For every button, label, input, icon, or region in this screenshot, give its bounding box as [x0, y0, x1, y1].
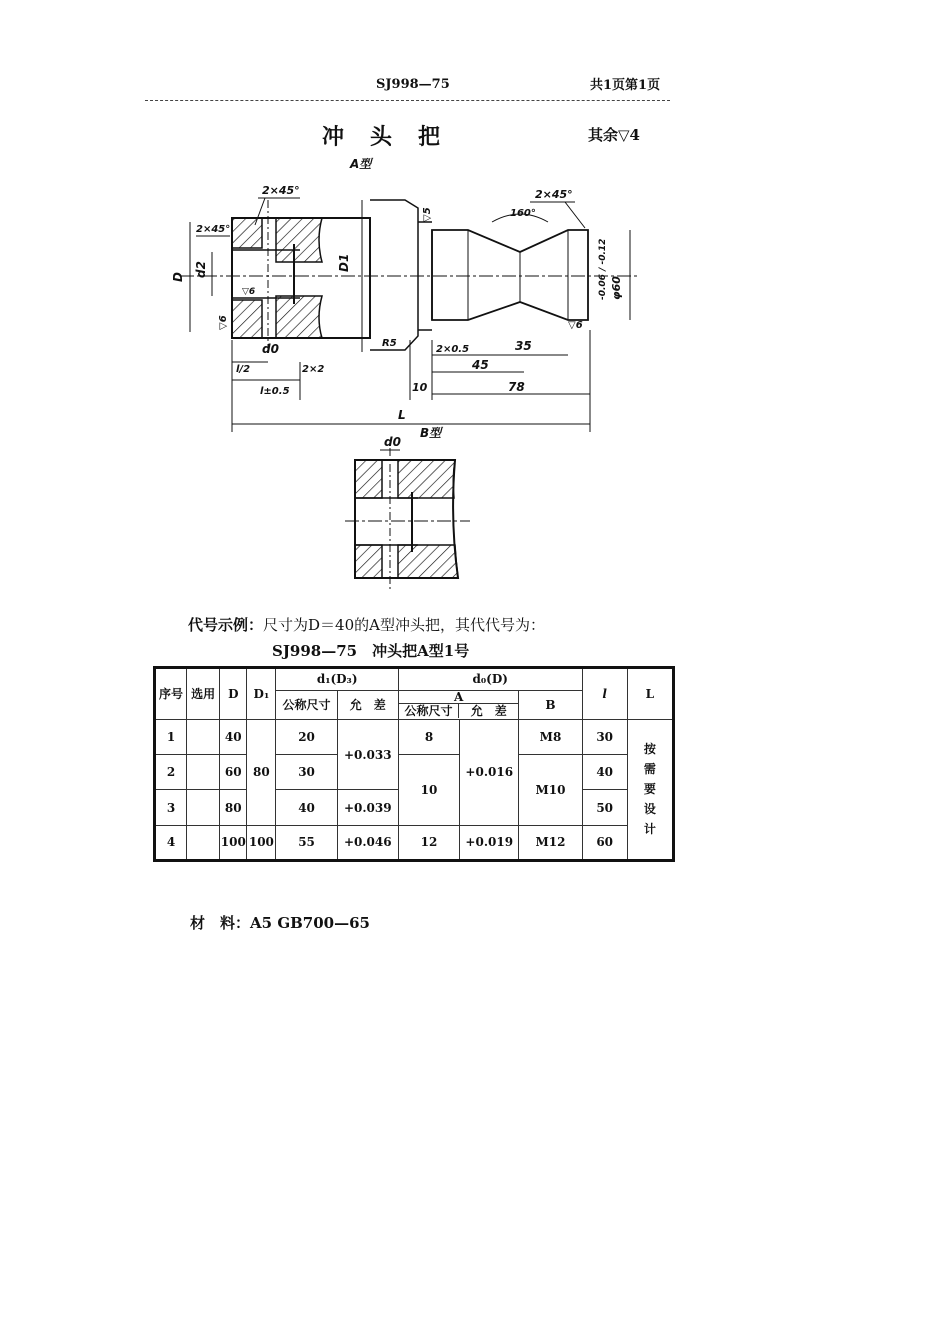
rough-6-right: ▽6 — [568, 320, 583, 331]
type-a-label: A型 — [350, 157, 372, 171]
table-row — [155, 825, 674, 860]
cell-sel — [187, 719, 220, 754]
cell-D: 100 — [220, 825, 247, 860]
material-label: 材 料： — [190, 914, 251, 932]
material-note — [190, 912, 370, 933]
type-b-label: B型 — [420, 426, 442, 440]
spec-table — [153, 666, 675, 862]
cell-dA-merged: 10 — [398, 755, 459, 826]
cell-d1: 20 — [276, 719, 337, 754]
header-sel: 选用 — [187, 668, 220, 720]
table-row — [155, 755, 674, 790]
cell-tolA: +0.019 — [460, 825, 519, 860]
dim-d0: d0 — [262, 342, 279, 356]
dim-phi60: φ60 — [610, 276, 623, 300]
page-title: 冲 头 把 — [322, 124, 443, 150]
example-label: 代号示例： — [188, 616, 264, 634]
example-block — [188, 614, 545, 635]
cell-B: M8 — [519, 719, 582, 754]
dim-D1: D1 — [337, 253, 351, 272]
header-D1: D₁ — [247, 668, 276, 720]
header-tolerance-2: 允 差 — [470, 704, 507, 719]
header-seq: 序号 — [155, 668, 187, 720]
cell-seq: 4 — [155, 825, 187, 860]
dim-78: 78 — [508, 380, 525, 394]
cell-L-merged — [627, 719, 673, 860]
dim-d2: d2 — [194, 261, 208, 278]
dim-groove: 2×2 — [302, 364, 325, 375]
cell-tolA-merged: +0.016 — [460, 719, 519, 825]
header-d0D: d₀(D) — [398, 668, 582, 691]
header-B: B — [519, 690, 582, 719]
cell-tol1: +0.039 — [337, 790, 398, 825]
header-A-group — [398, 690, 518, 719]
dim-l-tol: l±0.5 — [260, 386, 290, 397]
header-l: l — [582, 668, 627, 720]
cell-D1-merged: 80 — [247, 719, 276, 825]
cell-l: 40 — [582, 755, 627, 790]
header-nominal: 公称尺寸 — [276, 690, 337, 719]
cell-D: 80 — [220, 790, 247, 825]
cell-seq: 1 — [155, 719, 187, 754]
cell-B-merged: M10 — [519, 755, 582, 826]
dim-groove-2: 2×0.5 — [436, 344, 470, 355]
cell-sel — [187, 790, 220, 825]
example-text: 尺寸为D＝40的A型冲头把，其代代号为： — [263, 616, 545, 634]
L-note: 按需要设计 — [643, 742, 656, 837]
header-nominal-2: 公称尺寸 — [399, 704, 459, 718]
rough-5-top: ▽5 — [422, 207, 433, 222]
standard-code: SJ998—75 — [376, 77, 450, 92]
dim-D: D — [171, 272, 185, 282]
cell-l: 60 — [582, 825, 627, 860]
example-code: SJ998—75 冲头把A型1号 — [272, 642, 470, 660]
dim-45: 45 — [472, 358, 489, 372]
roughness-note: 其余▽4 — [588, 126, 640, 144]
header-D: D — [220, 668, 247, 720]
dim-chamfer-2: 2×45° — [196, 224, 231, 235]
cell-D: 60 — [220, 755, 247, 790]
dim-l-half: l/2 — [236, 364, 251, 375]
cell-seq: 2 — [155, 755, 187, 790]
dim-10: 10 — [412, 381, 428, 394]
dim-angle: 160° — [510, 208, 536, 219]
cell-dA: 12 — [398, 825, 459, 860]
rough-6-bore: ▽6 — [242, 287, 256, 297]
cell-D: 40 — [220, 719, 247, 754]
dim-d0-b: d0 — [384, 435, 401, 449]
cell-d1: 30 — [276, 755, 337, 790]
cell-D1: 100 — [247, 825, 276, 860]
dim-chamfer-1: 2×45° — [262, 184, 300, 197]
cell-dA: 8 — [398, 719, 459, 754]
cell-sel — [187, 825, 220, 860]
dim-35: 35 — [515, 339, 532, 353]
header-A: A — [399, 691, 518, 704]
cell-d1: 40 — [276, 790, 337, 825]
cell-l: 30 — [582, 719, 627, 754]
header-d1D3: d₁(D₃) — [276, 668, 398, 691]
cell-d1: 55 — [276, 825, 337, 860]
dim-chamfer-3: 2×45° — [535, 188, 573, 201]
rough-6-left: ▽6 — [218, 315, 229, 330]
cell-l: 50 — [582, 790, 627, 825]
cell-tol1: +0.046 — [337, 825, 398, 860]
cell-seq: 3 — [155, 790, 187, 825]
material-value: A5 GB700—65 — [250, 914, 370, 932]
header-L: L — [627, 668, 673, 720]
page-info: 共1页第1页 — [590, 78, 661, 93]
cell-sel — [187, 755, 220, 790]
header-tolerance: 允 差 — [337, 690, 398, 719]
dim-r5: R5 — [382, 338, 397, 349]
technical-drawing — [0, 0, 950, 600]
table-row — [155, 719, 674, 754]
cell-tol1-merged: +0.033 — [337, 719, 398, 790]
dim-phi60-tol: -0.06 / -0.12 — [598, 238, 608, 300]
dim-L: L — [398, 408, 406, 422]
cell-B: M12 — [519, 825, 582, 860]
